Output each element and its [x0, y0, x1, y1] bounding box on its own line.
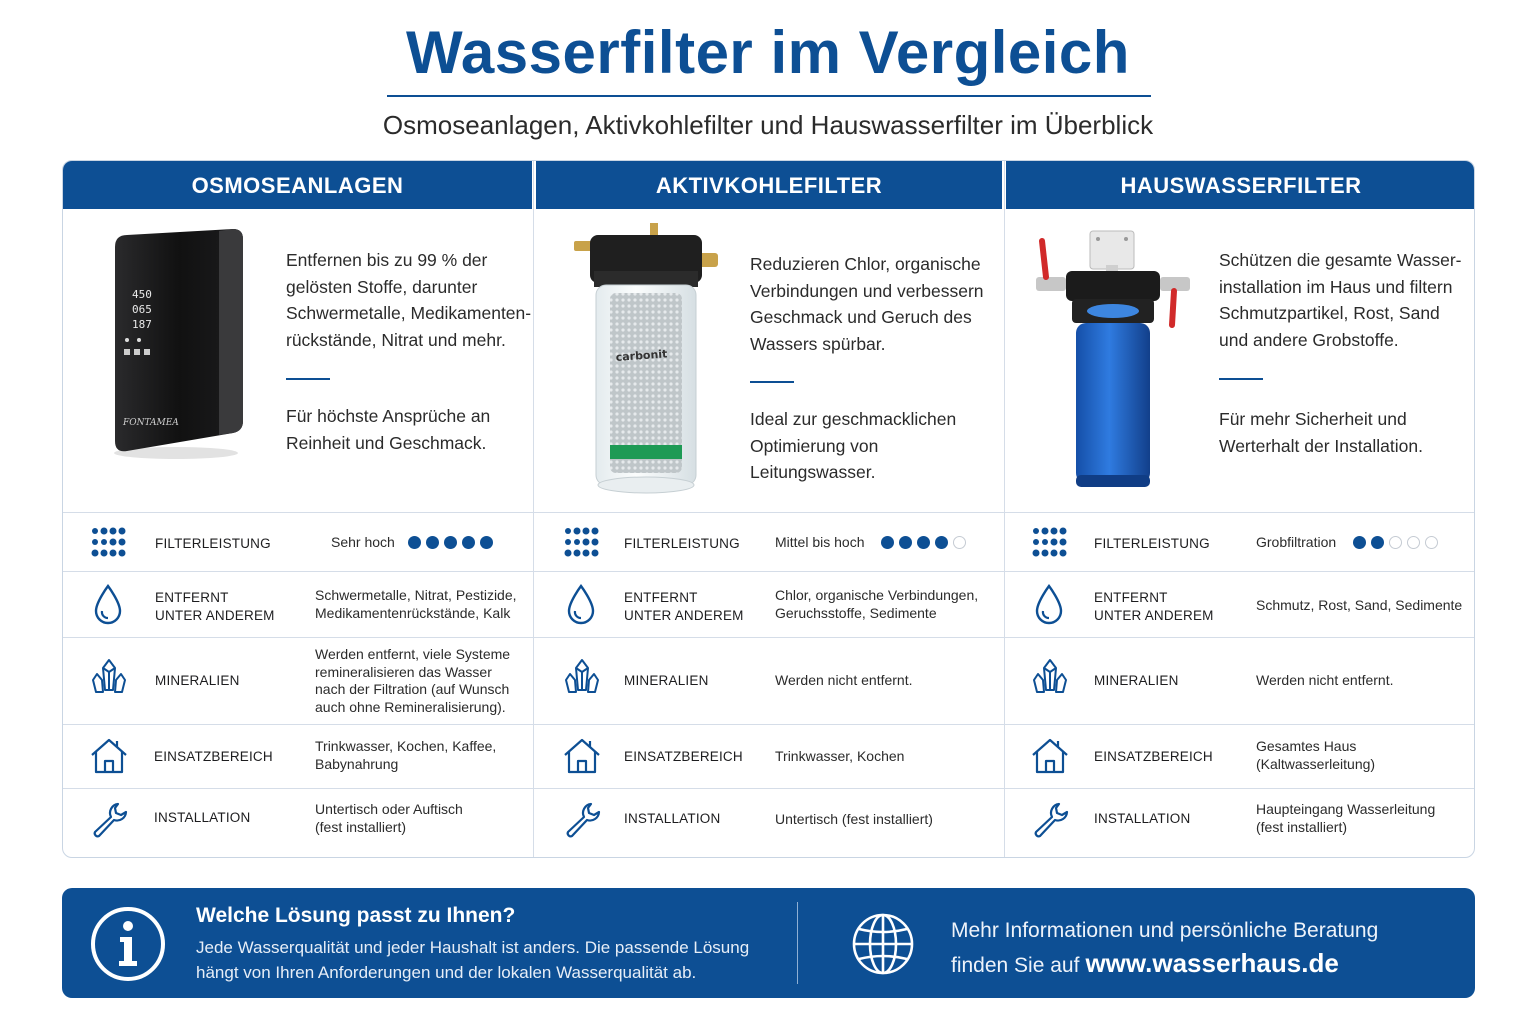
column-hauswasser [1006, 161, 1475, 858]
osmose-description: Entfernen bis zu 99 % der gelösten Stoffe, darunter Schwermetalle, Medikamenten- rückstände, Nitrat und mehr. [286, 250, 532, 350]
filter-brand: carbonit [615, 347, 668, 364]
water-drop-icon [1034, 584, 1064, 626]
filterleistung-value: Sehr hoch [331, 534, 395, 550]
row-installation [1006, 789, 1475, 858]
crystal-icon [1032, 658, 1068, 698]
row-entfernt [536, 572, 1002, 637]
column-header-osmose: OSMOSEANLAGEN [63, 161, 532, 209]
installation-value: Untertisch (fest installiert) [775, 811, 933, 827]
einsatzbereich-value: Trinkwasser, Kochen [775, 748, 905, 764]
row-installation [63, 789, 532, 858]
water-drop-icon [566, 584, 596, 626]
label-mineralien: MINERALIEN [624, 673, 709, 688]
wrench-icon [91, 801, 129, 839]
carbon-filter-image [566, 219, 726, 501]
label-installation: INSTALLATION [624, 811, 721, 826]
rating-dot-filled [917, 536, 930, 549]
title-underline [387, 95, 1151, 97]
row-filterleistung [63, 513, 532, 571]
aktivkohle-tagline: Ideal zur geschmacklichen Optimierung von Leitungswasser. [750, 409, 957, 482]
house-icon [1031, 737, 1069, 775]
mineralien-value: Werden entfernt, viele Systeme remineralisieren das Wasser nach der Filtration (auf Wunsch auch ohne Remineralisierung). [315, 646, 511, 715]
hauswasser-description: Schützen die gesamte Wasser- installation im Haus und filtern Schmutzpartikel, Rost, Sand und andere Grobstoffe. [1219, 250, 1462, 350]
rating-dot-empty [953, 536, 966, 549]
entfernt-value: Chlor, organische Verbindungen, Geruchsstoffe, Sedimente [775, 587, 979, 621]
filterleistung-value: Grobfiltration [1256, 534, 1337, 550]
divider-rule [750, 381, 794, 383]
footer-banner [62, 888, 1475, 998]
osmosis-device-image [101, 225, 251, 465]
dots-grid-icon [564, 527, 600, 557]
label-mineralien: MINERALIEN [1094, 673, 1179, 688]
hauswasser-tagline: Für mehr Sicherheit und Werterhalt der Installation. [1219, 409, 1423, 456]
row-mineralien [536, 638, 1002, 724]
label-filterleistung: FILTERLEISTUNG [624, 536, 740, 551]
divider-rule [1219, 378, 1263, 380]
house-icon [90, 737, 128, 775]
row-mineralien [63, 638, 532, 724]
label-einsatzbereich: EINSATZBEREICH [1094, 749, 1213, 764]
row-installation [536, 789, 1002, 858]
rating-dot-filled [444, 536, 457, 549]
mineralien-value: Werden nicht entfernt. [1256, 672, 1394, 688]
rating-dots [408, 536, 493, 549]
display-value: 065 [132, 303, 152, 316]
rating-dot-empty [1407, 536, 1420, 549]
label-filterleistung: FILTERLEISTUNG [1094, 536, 1210, 551]
column-aktivkohle [536, 161, 1002, 858]
mineralien-value: Werden nicht entfernt. [775, 672, 913, 688]
label-installation: INSTALLATION [1094, 811, 1191, 826]
wrench-icon [1032, 801, 1070, 839]
house-filter-image [1032, 225, 1192, 495]
rating-dots [1353, 536, 1438, 549]
device-brand: FONTAMEA [123, 418, 179, 428]
label-installation: INSTALLATION [154, 810, 251, 825]
wrench-icon [564, 801, 602, 839]
row-einsatzbereich [63, 725, 532, 788]
rating-dot-filled [480, 536, 493, 549]
rating-dot-filled [899, 536, 912, 549]
rating-dot-filled [1371, 536, 1384, 549]
entfernt-value: Schmutz, Rost, Sand, Sedimente [1256, 597, 1463, 613]
einsatzbereich-value: Gesamtes Haus (Kaltwasserleitung) [1256, 738, 1376, 772]
rating-dot-empty [1389, 536, 1402, 549]
page-subtitle: Osmoseanlagen, Aktivkohlefilter und Hauswasserfilter im Überblick [382, 110, 1154, 140]
rating-dot-filled [462, 536, 475, 549]
rating-dot-empty [1425, 536, 1438, 549]
row-filterleistung [1006, 513, 1475, 571]
water-drop-icon [93, 584, 123, 626]
globe-icon [851, 912, 915, 976]
row-einsatzbereich [1006, 725, 1475, 788]
row-entfernt [1006, 572, 1475, 637]
installation-value: Untertisch oder Auftisch (fest installiert) [315, 801, 463, 835]
label-einsatzbereich: EINSATZBEREICH [624, 749, 743, 764]
row-entfernt [63, 572, 532, 637]
row-mineralien [1006, 638, 1475, 724]
label-entfernt: ENTFERNT UNTER ANDEREM [1094, 590, 1214, 623]
row-filterleistung [536, 513, 1002, 571]
crystal-icon [564, 658, 600, 698]
entfernt-value: Schwermetalle, Nitrat, Pestizide, Medikamentenrückstände, Kalk [315, 587, 517, 621]
label-entfernt: ENTFERNT UNTER ANDEREM [155, 590, 275, 623]
info-icon [89, 905, 167, 983]
einsatzbereich-value: Trinkwasser, Kochen, Kaffee, Babynahrung [315, 738, 497, 772]
column-header-hauswasser: HAUSWASSERFILTER [1006, 161, 1475, 209]
divider-rule [286, 378, 330, 380]
aktivkohle-description: Reduzieren Chlor, organische Verbindungen und verbessern Geschmack und Geruch des Wassers spürbar. [750, 254, 984, 354]
footer-more-info: Mehr Informationen und persönliche Beratung finden Sie auf www.wasserhaus.de [951, 919, 1379, 978]
display-value: 187 [132, 318, 152, 331]
label-einsatzbereich: EINSATZBEREICH [154, 749, 273, 764]
row-einsatzbereich [536, 725, 1002, 788]
display-value: 450 [132, 288, 152, 301]
label-filterleistung: FILTERLEISTUNG [155, 536, 271, 551]
dots-grid-icon [1032, 527, 1068, 557]
filterleistung-value: Mittel bis hoch [775, 534, 865, 550]
rating-dots [881, 536, 966, 549]
rating-dot-filled [426, 536, 439, 549]
page-title: Wasserfilter im Vergleich [406, 19, 1130, 86]
rating-dot-filled [935, 536, 948, 549]
website-link[interactable]: www.wasserhaus.de [1085, 948, 1339, 978]
dots-grid-icon [91, 527, 127, 557]
footer-text: Jede Wasserqualität und jeder Haushalt ist anders. Die passende Lösung hängt von Ihren Anforderungen und der lokalen Wasserqualität ab. [196, 938, 750, 982]
comparison-table [62, 160, 1475, 858]
label-mineralien: MINERALIEN [155, 673, 240, 688]
house-icon [563, 737, 601, 775]
osmose-tagline: Für höchste Ansprüche an Reinheit und Geschmack. [286, 406, 491, 453]
rating-dot-filled [408, 536, 421, 549]
footer-question: Welche Lösung passt zu Ihnen? [196, 904, 516, 927]
crystal-icon [91, 658, 127, 698]
installation-value: Haupteingang Wasserleitung (fest installiert) [1256, 801, 1436, 835]
column-header-aktivkohle: AKTIVKOHLEFILTER [536, 161, 1002, 209]
rating-dot-filled [881, 536, 894, 549]
label-entfernt: ENTFERNT UNTER ANDEREM [624, 590, 744, 623]
column-osmose [63, 161, 532, 858]
rating-dot-filled [1353, 536, 1366, 549]
footer-divider [797, 902, 798, 984]
